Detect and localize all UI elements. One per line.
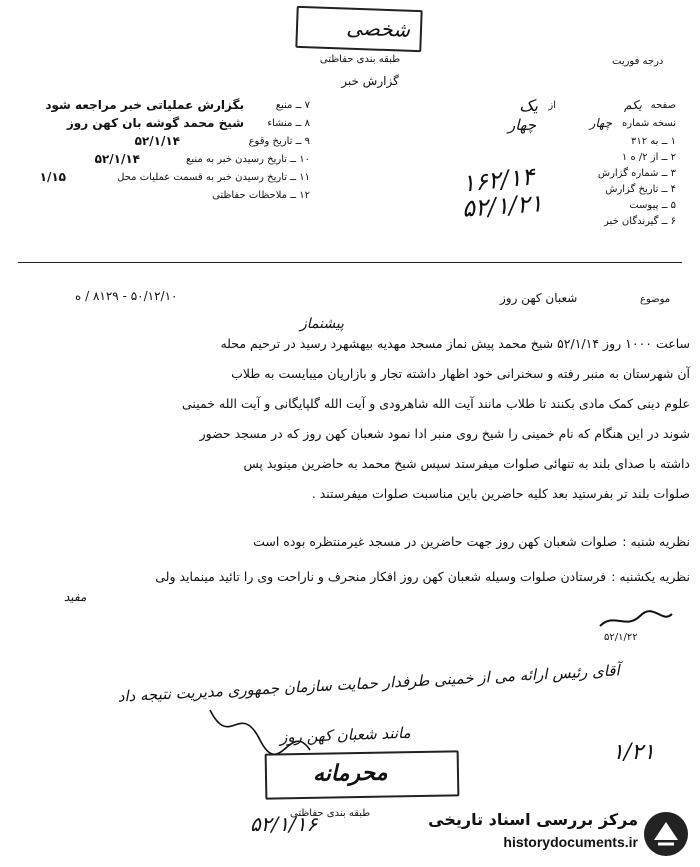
- separator-top: [18, 262, 682, 263]
- priority-label: درجه فوریت: [612, 56, 664, 67]
- handwritten-note-2: مانند شعبان کهن روز: [279, 723, 411, 747]
- field-source: ۷ ــ منبع: [275, 100, 310, 111]
- field-recipients: ۶ ــ گیرندگان خبر: [604, 216, 676, 227]
- officer-comment-label: نظریه یکشنبه :: [611, 569, 690, 584]
- field-event-date-value: ۵۲/۱/۱۴: [134, 134, 180, 148]
- signature-scribble: [200, 700, 320, 760]
- field-source-value: بگزارش عملیاتی خبر مراجعه شود: [45, 98, 244, 112]
- handwritten-date: ۱/۲۱: [612, 740, 655, 765]
- watermark-url: historydocuments.ir: [503, 834, 638, 850]
- body-line-6: صلوات بلند تر بفرستید بعد کلیه حاضرین باین مناسبت صلوات میفرستند .: [311, 486, 690, 501]
- field-protection-notes: ۱۲ ــ ملاحظات حفاظتی: [212, 190, 310, 201]
- bottom-stamp: [265, 750, 460, 799]
- field-origin: ۸ ــ منشاء: [267, 118, 310, 129]
- top-stamp-text: شخصی: [345, 15, 411, 42]
- body-line-5: داشته با صدای بلند به تنهائی صلوات میفرستد سپس شیخ محمد به حاضرین مینوید پس: [243, 456, 690, 471]
- subject-value: شعبان کهن روز: [500, 291, 578, 305]
- field-received-section-value: ۱/۱۵: [39, 170, 66, 184]
- body-line-3: علوم دینی کمک مادی بکنند تا طلاب مانند آیت الله شاهرودی و آیت الله گلپایگانی و آیت الله خمینی: [182, 396, 690, 411]
- body-title: پیشنماز: [300, 316, 344, 332]
- page-value: یکم: [624, 98, 642, 112]
- body-line-2: آن شهرستان به منبر رفته و سخنرانی خود اظهار داشته تجار و بازاریان میبایست به طلاب: [231, 366, 690, 381]
- field-attachment: ۵ ــ پیوست: [629, 200, 676, 211]
- copy-value: چهار: [589, 116, 612, 130]
- archive-logo-icon: [642, 810, 690, 858]
- source-comment-text: صلوات شعبان کهن روز جهت حاضرین در مسجد غیرمنتظره بوده است: [253, 534, 618, 549]
- watermark: [428, 806, 694, 862]
- of-label: از: [548, 100, 556, 111]
- field-to: ۱ ــ به ۳۱۲: [630, 136, 676, 147]
- field-received-section: ۱۱ ــ تاریخ رسیدن خبر به قسمت عملیات محل: [117, 172, 310, 183]
- officer-comment-text: فرستادن صلوات وسیله شعبان کهن روز افکار منحرف و ناراحت وی را تائید مینماید ولی: [155, 569, 607, 584]
- body-line-4: شوند در این هنگام که نام خمینی را شیخ روی منبر ادا نمود شعبان کهن روز که در مسجد حضور: [199, 426, 690, 441]
- handwritten-note-1: آقای رئیس ارائه می از خمینی طرفدار حمایت سازمان جمهوری مدیریت نتیجه داد: [117, 661, 621, 706]
- subject-reference: ۵۰/۱۲/۱۰ - ۸۱۲۹ / ه: [75, 289, 178, 303]
- bottom-classification: طبقه بندی حفاظتی: [290, 808, 371, 819]
- bottom-stamp-text: محرمانه: [312, 759, 388, 787]
- initials-date: ۵۲/۱/۲۲: [604, 632, 638, 643]
- field-received-source: ۱۰ ــ تاریخ رسیدن خبر به منبع: [186, 154, 310, 165]
- field-origin-value: شیخ محمد گوشه بان کهن روز: [66, 116, 244, 130]
- source-comment-label: نظریه شنبه :: [622, 534, 690, 549]
- of-value: یک: [519, 96, 538, 115]
- bottom-date: ۵۲/۱/۱۶: [250, 812, 318, 836]
- report-date-handwritten: ۵۲/۱/۲۱: [461, 189, 544, 223]
- officer-comment-tail: مفید: [64, 590, 87, 604]
- report-body: [70, 336, 690, 516]
- field-received-source-value: ۵۲/۱/۱۴: [94, 152, 140, 166]
- body-line-1: ساعت ۱۰۰۰ روز ۵۲/۱/۱۴ شیخ محمد پیش نماز مسجد مهدیه بیهشهرد رسید در ترحیم محله: [220, 336, 690, 351]
- report-type: گزارش خبر: [341, 74, 399, 88]
- field-event-date: ۹ ــ تاریخ وقوع: [248, 136, 310, 147]
- signature-initials: [596, 608, 676, 634]
- field-from: ۲ ــ از ۲/ ه ۱: [621, 152, 676, 163]
- copy-of-value: چهار: [507, 116, 536, 134]
- field-report-number: ۳ ــ شماره گزارش: [597, 168, 676, 179]
- top-stamp: [295, 6, 422, 52]
- source-comment: [150, 531, 690, 550]
- subject-label: موضوع: [640, 294, 671, 305]
- left-fields: [20, 98, 310, 206]
- officer-comment: [70, 566, 690, 585]
- classification-label: طبقه بندی حفاظتی: [319, 54, 401, 65]
- field-report-date: ۴ ــ تاریخ گزارش: [605, 184, 676, 195]
- report-number-handwritten: ۱۶۲/۱۴: [460, 162, 536, 198]
- page-label: صفحه: [650, 100, 676, 111]
- watermark-title: مرکز بررسی اسناد تاریخی: [428, 810, 638, 829]
- copy-label: نسخه شماره: [622, 118, 676, 129]
